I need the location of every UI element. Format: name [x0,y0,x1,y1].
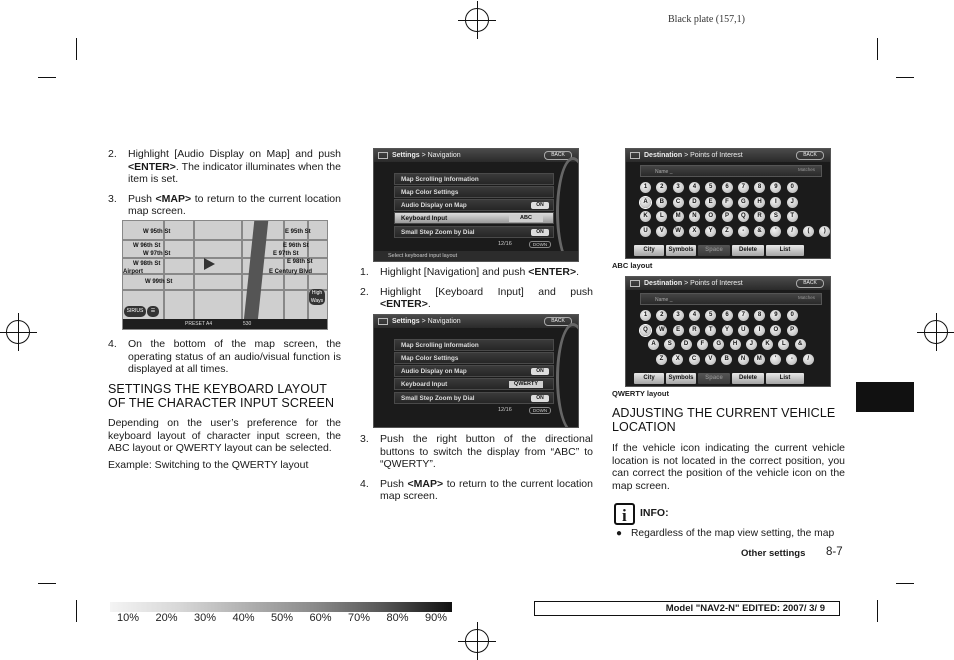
key-button[interactable]: ( [803,226,814,237]
percentage-label: 10% [117,612,140,624]
function-key-space[interactable]: Space [698,245,730,256]
scroll-arc [556,157,579,262]
function-key-city[interactable]: City [634,245,664,256]
keyboard-screen-qwerty [625,276,831,387]
body-paragraph: If the vehicle icon indicating the current vehicle location is not located in the correct position, you can correct the position of the vehicle icon on the map screen. [612,442,845,492]
key-button[interactable]: H [730,339,741,350]
crop-mark [76,38,77,60]
key-button[interactable]: 7 [738,182,749,193]
key-button[interactable]: G [738,197,749,208]
key-button[interactable]: Z [722,226,733,237]
key-button[interactable]: I [754,325,765,336]
key-button[interactable]: W [673,226,684,237]
key-button[interactable]: / [803,354,814,365]
registration-mark-icon [465,629,489,653]
percentage-label: 80% [386,612,409,624]
percentage-label: 90% [425,612,448,624]
function-key-symbols[interactable]: Symbols [666,245,696,256]
key-button[interactable]: 2 [656,310,667,321]
key-button[interactable]: 2 [656,182,667,193]
registration-mark-icon [465,8,489,32]
key-button[interactable]: ' [770,226,781,237]
key-button[interactable]: N [689,211,700,222]
key-button[interactable]: 4 [689,182,700,193]
key-button[interactable]: Q [738,211,749,222]
crop-mark [877,38,878,60]
key-button[interactable]: E [673,325,684,336]
function-key-delete[interactable]: Delete [732,245,764,256]
key-button[interactable]: 9 [770,310,781,321]
key-button[interactable]: P [787,325,798,336]
model-info: Model "NAV2-N" EDITED: 2007/ 3/ 9 [534,601,840,616]
chapter-tab [856,382,914,412]
function-key-list[interactable]: List [766,245,804,256]
key-button[interactable]: A [648,339,659,350]
key-button[interactable]: R [754,211,765,222]
section-heading: SETTINGS THE KEYBOARD LAYOUT OF THE CHARACTER INPUT SCREEN [108,382,335,410]
menu-row[interactable]: Map Scrolling Information [394,173,554,185]
function-key-delete[interactable]: Delete [732,373,764,384]
crop-mark [877,600,878,622]
name-field[interactable]: Name _ Matches [640,293,822,305]
function-key-list[interactable]: List [766,373,804,384]
step-item: 4. Push <MAP> to return to the current location map screen. [360,477,593,503]
step-item: 2. Highlight [Audio Display on Map] and push <ENTER>. The indicator illuminates when the item is set. [108,148,341,186]
menu-row-keyboard-input[interactable]: Keyboard Input ABC [394,212,554,224]
back-button[interactable]: BACK [544,317,572,326]
back-button[interactable]: BACK [796,151,824,160]
key-button[interactable]: K [762,339,773,350]
key-button[interactable]: E [705,197,716,208]
key-button[interactable]: Y [722,325,733,336]
key-button[interactable]: Z [656,354,667,365]
menu-row[interactable]: Map Scrolling Information [394,339,554,351]
key-button[interactable]: B [721,354,732,365]
key-button[interactable]: 6 [722,310,733,321]
key-button[interactable]: P [722,211,733,222]
registration-mark-icon [6,320,30,344]
settings-icon [378,152,388,159]
page-number: 8-7 [826,546,843,558]
left-column [108,148,341,225]
crop-mark [896,77,914,78]
key-button[interactable]: 7 [738,310,749,321]
key-button[interactable]: Y [705,226,716,237]
destination-icon [630,280,640,287]
key-button[interactable]: 5 [705,310,716,321]
key-button[interactable]: M [673,211,684,222]
key-button[interactable]: K [640,211,651,222]
settings-icon [378,318,388,325]
middle-column-upper [360,266,593,318]
key-button[interactable]: G [713,339,724,350]
registration-mark-icon [924,320,948,344]
screen-title-bar: Settings > Navigation [374,315,578,328]
key-button[interactable]: S [770,211,781,222]
percentage-label: 70% [348,612,371,624]
percentage-label: 60% [309,612,332,624]
percentage-label: 30% [194,612,217,624]
key-button[interactable]: X [672,354,683,365]
menu-row[interactable]: Audio Display on Map ON [394,199,554,211]
keyboard-screen-abc [625,148,831,259]
bullet-icon: ● [616,528,623,539]
key-button[interactable]: 5 [705,182,716,193]
key-button[interactable]: L [778,339,789,350]
percentage-label: 50% [271,612,294,624]
middle-column-lower [360,433,593,510]
down-button[interactable]: DOWN [529,407,551,414]
key-button[interactable]: / [787,226,798,237]
key-button[interactable]: - [738,226,749,237]
key-button[interactable]: B [656,197,667,208]
key-button[interactable]: M [754,354,765,365]
vehicle-icon [204,258,215,270]
menu-row[interactable]: Map Color Settings [394,186,554,198]
key-button[interactable]: - [786,354,797,365]
key-button[interactable]: C [673,197,684,208]
key-button[interactable]: 8 [754,182,765,193]
percentage-label: 40% [232,612,255,624]
tint-gradient-bar [110,602,452,612]
settings-screen-qwerty: Settings > Navigation BACK Map Scrolling Information Map Color Settings Audio Display on Map ON Keyboard Input QWERTY Small Step Zoom by Dial ON 12/16 DOWN [373,314,579,428]
key-button[interactable]: 1 [640,310,651,321]
info-label: INFO: [640,507,669,519]
key-button[interactable]: W [656,325,667,336]
back-button[interactable]: BACK [544,151,572,160]
down-button[interactable]: DOWN [529,241,551,248]
crop-mark [38,77,56,78]
key-button[interactable]: 0 [787,310,798,321]
section-name: Other settings [741,548,806,559]
key-button[interactable]: L [656,211,667,222]
key-button[interactable]: 9 [770,182,781,193]
key-button[interactable]: I [770,197,781,208]
example-text: Example: Switching to the QWERTY layout [108,459,309,471]
menu-row[interactable]: Small Step Zoom by Dial ON [394,392,554,404]
step-item: 3. Push the right button of the directional buttons to switch the display from “ABC” to “QWERTY”. [360,433,593,471]
step-item: 4. On the bottom of the map screen, the operating status of an audio/visual function is displayed at all times. [108,338,341,376]
key-button[interactable]: 4 [689,310,700,321]
key-button[interactable]: ) [819,226,830,237]
key-button[interactable]: 6 [722,182,733,193]
menu-row[interactable]: Small Step Zoom by Dial ON [394,226,554,238]
section-heading: ADJUSTING THE CURRENT VEHICLE LOCATION [612,406,836,434]
map-status-bar: PRESET A4 530 [123,319,327,329]
abc-caption: ABC layout [612,261,653,270]
function-key-city[interactable]: City [634,373,664,384]
crop-mark [38,583,56,584]
key-button[interactable]: X [689,226,700,237]
key-button[interactable]: C [689,354,700,365]
key-button[interactable]: T [787,211,798,222]
key-button[interactable]: D [681,339,692,350]
key-button[interactable]: U [738,325,749,336]
scroll-arc [556,323,579,428]
screen-title-bar: Settings > Navigation [374,149,578,162]
destination-icon [630,152,640,159]
key-button[interactable]: U [640,226,651,237]
menu-button[interactable]: ☰ [147,306,159,317]
bullet-text: Regardless of the map view setting, the map [631,528,835,539]
back-button[interactable]: BACK [796,279,824,288]
function-key-symbols[interactable]: Symbols [666,373,696,384]
freeway [244,221,269,321]
percentage-label: 20% [155,612,178,624]
status-bar: Select keyboard input layout [374,251,578,261]
key-button[interactable]: A [640,197,651,208]
menu-row[interactable]: Audio Display on Map ON [394,365,554,377]
key-button[interactable]: & [754,226,765,237]
screen-title-bar: Destination > Points of Interest [626,277,830,290]
info-icon: i [614,503,635,525]
step-item: 1. Highlight [Navigation] and push <ENTER>. [360,266,580,278]
key-button[interactable]: 1 [640,182,651,193]
key-button[interactable]: H [754,197,765,208]
highways-button[interactable]: High Ways [310,290,324,304]
key-button[interactable]: S [664,339,675,350]
plate-label: Black plate (157,1) [668,14,745,25]
key-button[interactable]: Q [640,325,651,336]
menu-row-keyboard-input[interactable]: Keyboard Input QWERTY [394,378,554,390]
step-item: 3. Push <MAP> to return to the current location map screen. [108,192,341,218]
key-button[interactable]: F [697,339,708,350]
menu-row[interactable]: Map Color Settings [394,352,554,364]
sirius-button[interactable]: SIRIUS [124,306,146,317]
key-button[interactable]: V [705,354,716,365]
function-key-space[interactable]: Space [698,373,730,384]
key-button[interactable]: O [770,325,781,336]
crop-mark [76,600,77,622]
key-button[interactable]: & [795,339,806,350]
settings-screen-abc: Settings > Navigation BACK Map Scrolling Information Map Color Settings Audio Display on Map ON Keyboard Input ABC Small Step Zoom by Dial ON 12/16 DOWN Select keyboard input layout [373,148,579,262]
key-button[interactable]: J [746,339,757,350]
key-button[interactable]: R [689,325,700,336]
key-button[interactable]: J [787,197,798,208]
key-button[interactable]: N [738,354,749,365]
key-button[interactable]: F [722,197,733,208]
key-button[interactable]: 0 [787,182,798,193]
body-paragraph: Depending on the user’s preference for the keyboard layout of character input screen, the ABC layout or QWERTY layout can be selected. [108,417,341,455]
key-button[interactable]: 8 [754,310,765,321]
key-button[interactable]: T [705,325,716,336]
key-button[interactable]: O [705,211,716,222]
left-column-lower [108,338,341,383]
key-button[interactable]: ' [770,354,781,365]
name-field[interactable]: Name _ Matches [640,165,822,177]
key-button[interactable]: V [656,226,667,237]
screen-title-bar: Destination > Points of Interest [626,149,830,162]
key-button[interactable]: D [689,197,700,208]
key-button[interactable]: 3 [673,182,684,193]
crop-mark [896,583,914,584]
qwerty-caption: QWERTY layout [612,389,669,398]
map-screen: W 95th St E 95th St W 96th St E 96th St W 97th St E 97th St W 98th St E 98th St W 99th St Airport E Century Blvd SIRIUS ☰ High Ways PRESET A4 530 [122,220,328,330]
key-button[interactable]: 3 [673,310,684,321]
step-item: 2. Highlight [Keyboard Input] and push <ENTER>. [360,285,593,311]
